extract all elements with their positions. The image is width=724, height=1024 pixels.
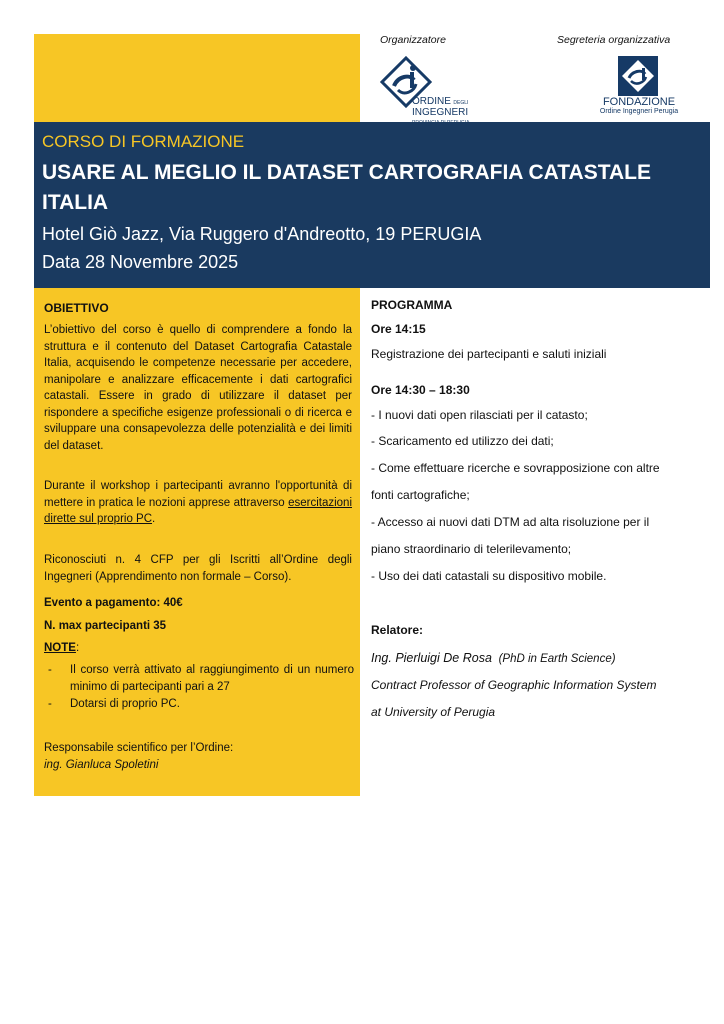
workshop-text: Durante il workshop i partecipanti avranno l'opportunità di mettere in pratica le nozioni apprese attraverso esercitazioni dirette sul proprio PC. — [44, 480, 352, 525]
program-item: - Accesso ai nuovi dati DTM ad alta risoluzione per il — [371, 515, 650, 529]
responsible-name: ing. Gianluca Spoletini — [44, 759, 159, 771]
speaker-heading: Relatore: — [371, 623, 424, 637]
program-heading: PROGRAMMA — [371, 298, 453, 312]
speaker-affiliation: at University of Perugia — [371, 705, 496, 719]
course-date: Data 28 Novembre 2025 — [42, 252, 239, 272]
fondazione-logo-text: FONDAZIONE Ordine Ingegneri Perugia — [599, 96, 679, 115]
course-venue: Hotel Giò Jazz, Via Ruggero d'Andreotto, 19 PERUGIA — [42, 224, 482, 244]
program-item: - Scaricamento ed utilizzo dei dati; — [371, 434, 554, 448]
course-kicker: CORSO DI FORMAZIONE — [42, 132, 245, 151]
notes-heading: NOTE: — [44, 642, 80, 654]
organizer-label: Organizzatore — [380, 34, 446, 46]
program-item: - Come effettuare ricerche e sovrapposizione con altre — [371, 461, 660, 475]
course-title: USARE AL MEGLIO IL DATASET CARTOGRAFIA CATASTALE ITALIA — [42, 161, 651, 214]
speaker-line — [371, 651, 706, 665]
speaker-name: Ing. Pierluigi De Rosa — [371, 651, 492, 665]
speaker-degree: (PhD in Earth Science) — [498, 653, 616, 665]
speaker-role: Contract Professor of Geographic Information System — [371, 678, 657, 692]
program-item: - Uso dei dati catastali su dispositivo mobile. — [371, 569, 607, 583]
note-item: - Il corso verrà attivato al raggiungimento di un numero minimo di partecipanti pari a 27 — [48, 664, 354, 693]
objective-text: L’obiettivo del corso è quello di comprendere a fondo la struttura e il contenuto del Dataset Cartografia Catastale Italia, acquisendo le competenze necessarie per accedere, manipolare e analizzare efficacemente i dati cartografici catastali. Essere in grado di utilizzare il dataset per rispondere a specifiche esigenze professionali o di ricerca e sviluppare una consapevolezza delle potenzialità e dei limiti del dataset. — [44, 324, 352, 452]
slot2-time: Ore 14:30 – 18:30 — [371, 383, 470, 397]
program-item: fonti cartografiche; — [371, 488, 470, 502]
workshop-link-text: esercitazioni dirette sul proprio PC — [44, 496, 352, 525]
max-participants-text: N. max partecipanti 35 — [44, 620, 167, 632]
responsible-label: Responsabile scientifico per l’Ordine: — [44, 742, 234, 754]
program-item: piano straordinario di telerilevamento; — [371, 542, 572, 556]
slot1-time: Ore 14:15 — [371, 322, 426, 336]
fee-text: Evento a pagamento: 40€ — [44, 597, 183, 609]
secretariat-label: Segreteria organizzativa — [557, 34, 671, 46]
note-item: - Dotarsi di proprio PC. — [48, 698, 180, 710]
program-item: - I nuovi dati open rilasciati per il catasto; — [371, 408, 588, 422]
ordine-logo-text: ORDINE DEGLI INGEGNERI — [412, 96, 469, 118]
objective-heading: OBIETTIVO — [44, 301, 109, 315]
title-banner — [34, 122, 710, 288]
cfp-text: Riconosciuti n. 4 CFP per gli Iscritti all’Ordine degli Ingegneri (Apprendimento non formale – Corso). — [44, 554, 352, 583]
header-yellow-block — [34, 34, 360, 122]
slot1-text: Registrazione dei partecipanti e saluti iniziali — [371, 347, 607, 361]
